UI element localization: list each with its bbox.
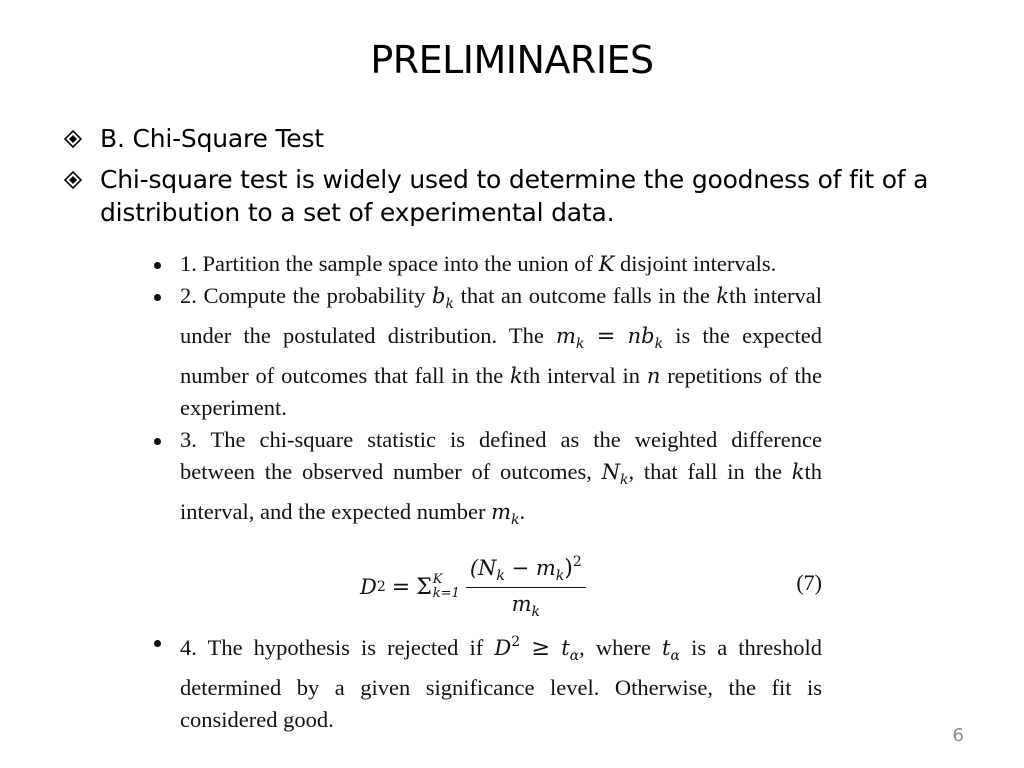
math-var: D xyxy=(360,575,377,599)
math-sup: 2 xyxy=(511,634,521,650)
slide-title: PRELIMINARIES xyxy=(370,38,654,82)
step-text: , where xyxy=(579,635,651,660)
step-text: repetitions of the experiment. xyxy=(180,363,822,420)
step-text: th interval under the postulated distribution. The xyxy=(180,283,822,348)
sigma-lower: k=1 xyxy=(432,586,460,601)
bullet-item-heading xyxy=(62,122,962,155)
math-sub: α xyxy=(569,648,580,664)
bullet-text: Chi-square test is widely used to determine the goodness of fit of a distribution to a set of experimental data. xyxy=(100,165,929,227)
step-1 xyxy=(150,248,822,280)
math-var: K xyxy=(598,252,615,276)
math-sub: k xyxy=(620,472,629,488)
step-text: disjoint intervals. xyxy=(620,251,777,276)
bullet-list xyxy=(62,122,962,237)
bullet-item-description xyxy=(62,163,962,229)
step-text: is a threshold determined by a given significance level. Otherwise, the fit is considered good. xyxy=(180,635,823,732)
math-var: m xyxy=(491,500,512,524)
diamond-bullet-icon xyxy=(64,130,82,148)
denominator: $m_k$ xyxy=(511,592,540,620)
page-number: 6 xyxy=(952,725,964,746)
math-var: n xyxy=(646,364,661,388)
math-sup: 2 xyxy=(376,579,386,595)
step-text: th interval in xyxy=(522,363,641,388)
math-sub: α xyxy=(670,648,680,664)
numerator: $(N_k - m_k)^2$ xyxy=(466,554,586,588)
step-text: 4. The hypothesis is rejected if xyxy=(180,635,484,660)
math-sub: k xyxy=(511,512,520,528)
math-sub: k xyxy=(575,336,585,352)
paper-excerpt xyxy=(150,248,822,736)
bullet-dot-icon xyxy=(154,262,161,269)
step-3 xyxy=(150,424,822,536)
sigma-symbol: Σ xyxy=(416,574,432,600)
fraction xyxy=(466,554,586,620)
math-var: k xyxy=(510,364,523,388)
math-var: t xyxy=(662,636,671,660)
equation-number: (7) xyxy=(796,570,822,595)
step-text: 2. Compute the probability xyxy=(180,283,426,308)
math-op: = xyxy=(391,574,411,600)
step-text: is the expected number of outcomes that fall in the xyxy=(180,323,823,388)
math-sub: k xyxy=(445,296,454,312)
equation-7 xyxy=(150,542,822,620)
step-text: that an outcome falls in the xyxy=(460,283,710,308)
step-text: 3. The chi-square statistic is defined as the weighted difference between the observed number of outcomes, xyxy=(180,427,822,484)
sigma-upper: K xyxy=(432,572,443,587)
math-var: k xyxy=(791,460,805,484)
math-sub: k xyxy=(654,336,664,352)
bullet-dot-icon xyxy=(154,294,161,301)
diamond-bullet-icon xyxy=(64,171,82,189)
step-text: , that fall in the xyxy=(628,459,782,484)
step-4 xyxy=(150,626,822,736)
math-op: ≥ xyxy=(531,635,551,661)
sigma-limits xyxy=(433,573,460,601)
math-var: N xyxy=(601,460,621,484)
step-text: . xyxy=(519,499,526,524)
math-var: m xyxy=(556,324,576,348)
math-var: k xyxy=(716,284,730,308)
math-var: t xyxy=(561,636,570,660)
bullet-dot-icon xyxy=(154,438,161,445)
math-var: D xyxy=(494,636,512,660)
math-op: = xyxy=(596,323,616,349)
step-text: 1. Partition the sample space into the union of xyxy=(180,251,594,276)
step-text: th interval, and the expected number xyxy=(180,459,823,524)
math-var: nb xyxy=(627,324,655,348)
math-var: b xyxy=(432,284,446,308)
bullet-text: B. Chi-Square Test xyxy=(100,124,324,153)
step-2 xyxy=(150,280,822,424)
bullet-dot-icon xyxy=(154,640,161,647)
